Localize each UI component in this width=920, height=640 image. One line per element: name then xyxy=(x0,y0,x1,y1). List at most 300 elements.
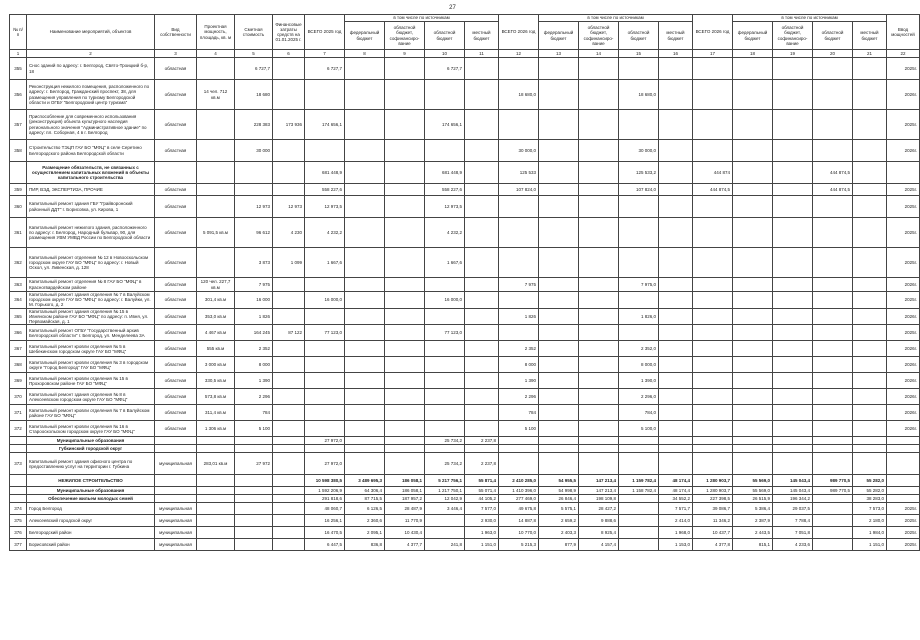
table-cell: 27 972,0 xyxy=(305,453,345,475)
table-cell xyxy=(579,248,619,278)
column-number: 6 xyxy=(273,50,305,58)
table-cell xyxy=(693,58,733,80)
table-cell xyxy=(305,278,345,292)
table-cell xyxy=(197,162,235,184)
table-cell: 11 770,9 xyxy=(385,515,425,527)
table-cell xyxy=(235,495,273,503)
table-cell xyxy=(773,110,813,140)
table-cell xyxy=(235,539,273,551)
section-row xyxy=(10,475,920,487)
table-cell xyxy=(853,292,887,309)
table-cell xyxy=(465,308,499,325)
table-cell: 363 xyxy=(10,278,27,292)
table-cell xyxy=(235,527,273,539)
table-cell xyxy=(579,437,619,445)
table-row xyxy=(10,308,920,325)
table-cell: 1 667,6 xyxy=(305,248,345,278)
table-cell xyxy=(385,389,425,405)
table-cell xyxy=(499,325,539,341)
table-cell: 374 xyxy=(10,503,27,515)
table-cell xyxy=(425,308,465,325)
table-cell xyxy=(579,162,619,184)
header-capacity: Проектная мощность, площадь, кв. м xyxy=(197,15,235,50)
table-cell xyxy=(853,453,887,475)
table-cell xyxy=(465,357,499,373)
table-cell xyxy=(853,184,887,196)
table-cell xyxy=(197,196,235,218)
table-cell: 558 227,6 xyxy=(425,184,465,196)
table-cell xyxy=(345,292,385,309)
table-cell: 1 280 903,7 xyxy=(693,475,733,487)
table-cell xyxy=(425,357,465,373)
table-cell: 2025г. xyxy=(887,539,920,551)
table-cell: 7 577,0 xyxy=(465,503,499,515)
column-number: 2 xyxy=(27,50,155,58)
table-cell xyxy=(853,140,887,162)
table-cell: 311,4 кв.м xyxy=(197,405,235,421)
table-cell xyxy=(235,184,273,196)
table-cell xyxy=(273,495,305,503)
table-cell: 48 174,4 xyxy=(659,475,693,487)
table-cell: 2025г. xyxy=(887,292,920,309)
table-cell xyxy=(345,308,385,325)
table-cell xyxy=(539,405,579,421)
table-cell xyxy=(155,162,197,184)
table-cell: 196 344,2 xyxy=(773,495,813,503)
table-cell xyxy=(579,421,619,437)
table-cell xyxy=(733,405,773,421)
table-cell: 125 533,2 xyxy=(619,162,659,184)
table-cell xyxy=(345,325,385,341)
table-cell: 1 410 396,0 xyxy=(499,487,539,495)
table-cell xyxy=(619,58,659,80)
table-cell: 3 489 695,3 xyxy=(345,475,385,487)
table-cell: 5 100 xyxy=(499,421,539,437)
table-cell xyxy=(385,453,425,475)
table-cell xyxy=(385,341,425,357)
table-cell xyxy=(465,389,499,405)
table-cell xyxy=(305,421,345,437)
table-cell xyxy=(733,58,773,80)
table-cell xyxy=(345,357,385,373)
table-cell xyxy=(773,162,813,184)
table-cell xyxy=(305,80,345,110)
table-cell: 8 000 xyxy=(499,357,539,373)
table-cell xyxy=(813,539,853,551)
table-cell: 29 037,5 xyxy=(773,503,813,515)
table-cell: 8 000 xyxy=(235,357,273,373)
table-cell xyxy=(853,196,887,218)
table-cell xyxy=(465,196,499,218)
table-cell: 174 656,1 xyxy=(305,110,345,140)
section-row xyxy=(10,162,920,184)
table-cell: 2026г. xyxy=(887,308,920,325)
table-cell xyxy=(693,445,733,453)
column-number: 16 xyxy=(659,50,693,58)
column-number: 1 xyxy=(10,50,27,58)
table-cell xyxy=(465,373,499,389)
table-cell xyxy=(465,445,499,453)
table-cell xyxy=(499,453,539,475)
page-number: 27 xyxy=(449,5,456,11)
table-cell: 2 930,0 xyxy=(465,515,499,527)
table-cell xyxy=(693,140,733,162)
table-cell: областная xyxy=(155,218,197,248)
table-cell: областная xyxy=(155,140,197,162)
table-cell xyxy=(853,80,887,110)
table-cell: 1 151,0 xyxy=(465,539,499,551)
table-cell xyxy=(853,278,887,292)
table-cell xyxy=(773,248,813,278)
table-cell xyxy=(659,162,693,184)
table-cell xyxy=(465,341,499,357)
table-cell xyxy=(539,453,579,475)
column-number: 9 xyxy=(385,50,425,58)
table-cell: 9 888,6 xyxy=(579,515,619,527)
table-cell: областная xyxy=(155,58,197,80)
table-cell xyxy=(619,527,659,539)
table-cell: 14 чел. 712 кв.м xyxy=(197,80,235,110)
table-cell: 1 826 xyxy=(499,308,539,325)
table-cell xyxy=(425,445,465,453)
table-cell: 26 515,9 xyxy=(733,495,773,503)
column-number: 20 xyxy=(813,50,853,58)
table-cell: 27 972,0 xyxy=(305,437,345,445)
table-cell: 2026г. xyxy=(887,389,920,405)
table-cell xyxy=(305,445,345,453)
header-cofin-2026: областной бюджет, софинансиро- вание xyxy=(579,22,619,50)
table-cell: 1 826 xyxy=(235,308,273,325)
table-cell: 1 390 xyxy=(499,373,539,389)
table-cell: 784,0 xyxy=(619,405,659,421)
table-cell: областная xyxy=(155,184,197,196)
table-cell xyxy=(579,278,619,292)
table-cell xyxy=(813,278,853,292)
table-cell xyxy=(273,539,305,551)
table-cell: областная xyxy=(155,196,197,218)
header-name: Наименование мероприятий, объектов xyxy=(27,15,155,50)
table-cell: 375 xyxy=(10,515,27,527)
table-cell xyxy=(273,278,305,292)
header-total-2025: ВСЕГО 2025 год xyxy=(305,15,345,50)
table-cell xyxy=(465,162,499,184)
table-cell xyxy=(385,218,425,248)
table-cell xyxy=(197,495,235,503)
table-cell: 1 153,0 xyxy=(659,539,693,551)
table-cell: 16 256,1 xyxy=(305,515,345,527)
table-cell: 55 282,0 xyxy=(853,487,887,495)
table-cell: Строительство ТЭЦП ГАУ БО "МФЦ" в селе Серетино Белгородского района Белгородской области xyxy=(27,140,155,162)
table-cell xyxy=(10,475,27,487)
table-cell: Белгородский район xyxy=(27,527,155,539)
table-cell: Капитальный ремонт отделения № 8 ГАУ БО "МФЦ" в Красногвардейском районе xyxy=(27,278,155,292)
table-cell: 2025г. xyxy=(887,196,920,218)
table-cell: муниципальная xyxy=(155,503,197,515)
table-cell xyxy=(273,437,305,445)
table-cell: 55 569,0 xyxy=(733,475,773,487)
table-cell xyxy=(579,218,619,248)
table-cell xyxy=(345,278,385,292)
table-row xyxy=(10,58,920,80)
table-cell xyxy=(887,453,920,475)
table-cell: 444 874 xyxy=(693,162,733,184)
table-cell xyxy=(425,341,465,357)
table-cell: 2 296 xyxy=(235,389,273,405)
table-cell xyxy=(235,475,273,487)
table-cell: 18 680 xyxy=(235,80,273,110)
table-cell xyxy=(813,110,853,140)
table-cell xyxy=(345,405,385,421)
table-cell xyxy=(425,140,465,162)
table-row xyxy=(10,515,920,527)
table-row xyxy=(10,341,920,357)
table-cell: 10 598 380,5 xyxy=(305,475,345,487)
table-cell: 301,4 кв.м xyxy=(197,292,235,309)
table-cell: 7 051,8 xyxy=(773,527,813,539)
table-cell xyxy=(197,248,235,278)
table-cell: 48 060,7 xyxy=(305,503,345,515)
table-cell: НЕЖИЛОЕ СТРОИТЕЛЬСТВО xyxy=(27,475,155,487)
table-cell: 2025г. xyxy=(887,110,920,140)
table-cell: 784 xyxy=(499,405,539,421)
section-row xyxy=(10,445,920,453)
table-cell xyxy=(733,196,773,218)
table-cell xyxy=(773,389,813,405)
table-cell: Капитальный ремонт кровли отделения № 15 в Прохоровском районе ГАУ БО "МФЦ" xyxy=(27,373,155,389)
table-cell xyxy=(773,437,813,445)
table-cell xyxy=(853,445,887,453)
table-cell xyxy=(197,110,235,140)
table-cell: 39 086,7 xyxy=(693,503,733,515)
header-local-2026: местный бюджет xyxy=(659,22,693,50)
header-group-2025: в том числе по источникам xyxy=(345,15,499,22)
table-cell: 555 кв.м xyxy=(197,341,235,357)
table-cell xyxy=(155,437,197,445)
table-cell: 12 973 xyxy=(273,196,305,218)
table-cell xyxy=(773,405,813,421)
table-cell xyxy=(539,292,579,309)
table-cell: 836,8 xyxy=(345,539,385,551)
table-cell: Капитальный ремонт кровли отделения № 5 в Шебекинском городском округе ГАУ БО "МФЦ" xyxy=(27,341,155,357)
table-cell xyxy=(345,58,385,80)
table-cell: 87 715,5 xyxy=(345,495,385,503)
table-cell: 277 469,0 xyxy=(499,495,539,503)
table-cell xyxy=(733,421,773,437)
table-cell: 368 xyxy=(10,357,27,373)
table-cell xyxy=(305,405,345,421)
table-cell: 120 чел. 227,7 кв.м xyxy=(197,278,235,292)
table-cell xyxy=(773,421,813,437)
table-cell: 2025г. xyxy=(887,503,920,515)
table-cell xyxy=(10,445,27,453)
table-cell: 55 071,4 xyxy=(465,487,499,495)
table-cell: 784 xyxy=(235,405,273,421)
table-cell: 364 xyxy=(10,292,27,309)
table-row xyxy=(10,527,920,539)
table-cell: 371 xyxy=(10,405,27,421)
header-group-2026: в том числе по источникам xyxy=(539,15,693,22)
table-cell xyxy=(385,110,425,140)
table-cell xyxy=(465,248,499,278)
table-cell xyxy=(813,495,853,503)
table-cell xyxy=(773,278,813,292)
table-cell: 1 667,6 xyxy=(425,248,465,278)
table-cell xyxy=(853,110,887,140)
table-cell: 3 446,4 xyxy=(425,503,465,515)
table-cell xyxy=(385,445,425,453)
table-cell: областная xyxy=(155,110,197,140)
table-cell xyxy=(853,58,887,80)
table-cell: 145 043,4 xyxy=(773,487,813,495)
table-cell xyxy=(345,248,385,278)
table-cell xyxy=(659,373,693,389)
table-cell: 1 099 xyxy=(273,248,305,278)
table-row xyxy=(10,184,920,196)
table-cell xyxy=(853,248,887,278)
table-cell xyxy=(579,453,619,475)
table-cell xyxy=(345,80,385,110)
table-cell xyxy=(853,357,887,373)
table-row xyxy=(10,357,920,373)
table-cell xyxy=(273,445,305,453)
table-cell xyxy=(693,110,733,140)
table-cell xyxy=(693,196,733,218)
table-cell: 989 770,5 xyxy=(813,487,853,495)
table-cell: 2026г. xyxy=(887,421,920,437)
table-cell xyxy=(693,341,733,357)
column-number: 21 xyxy=(853,50,887,58)
table-cell xyxy=(539,341,579,357)
table-cell xyxy=(813,405,853,421)
table-cell: 2026г. xyxy=(887,341,920,357)
table-cell xyxy=(693,292,733,309)
table-cell xyxy=(305,373,345,389)
table-cell xyxy=(425,405,465,421)
table-cell xyxy=(539,140,579,162)
table-cell xyxy=(385,162,425,184)
table-cell: 373 xyxy=(10,453,27,475)
table-cell xyxy=(10,162,27,184)
table-cell xyxy=(235,487,273,495)
table-cell xyxy=(773,341,813,357)
table-cell xyxy=(10,487,27,495)
table-cell xyxy=(273,453,305,475)
table-cell xyxy=(813,308,853,325)
table-cell: 16 470,5 xyxy=(305,527,345,539)
table-cell: 1 158 782,4 xyxy=(619,487,659,495)
table-cell: 2 237,8 xyxy=(465,453,499,475)
table-cell xyxy=(773,445,813,453)
table-cell xyxy=(813,325,853,341)
header-regional-2026: областной бюджет xyxy=(619,22,659,50)
table-cell xyxy=(887,487,920,495)
table-cell xyxy=(539,248,579,278)
table-cell xyxy=(733,162,773,184)
column-number: 12 xyxy=(499,50,539,58)
table-cell xyxy=(853,341,887,357)
table-cell xyxy=(619,503,659,515)
table-cell xyxy=(465,292,499,309)
table-cell: 28 427,2 xyxy=(579,503,619,515)
table-cell xyxy=(693,389,733,405)
header-ownership: Вид собственности xyxy=(155,15,197,50)
table-cell: 291 818,6 xyxy=(305,495,345,503)
table-cell: областная xyxy=(155,248,197,278)
table-cell xyxy=(773,140,813,162)
table-cell: 87 122 xyxy=(273,325,305,341)
table-cell: 283,01 кв.м xyxy=(197,453,235,475)
table-cell: 1 963,0 xyxy=(465,527,499,539)
table-cell: ПИР, ВЭД, ЭКСПЕРТИЗА, ПРОЧИЕ xyxy=(27,184,155,196)
table-cell: 3 000 кв.м xyxy=(197,357,235,373)
table-row xyxy=(10,196,920,218)
table-cell: 30 000 xyxy=(235,140,273,162)
table-cell xyxy=(693,373,733,389)
table-row xyxy=(10,405,920,421)
table-cell xyxy=(539,196,579,218)
table-cell: 16 000,0 xyxy=(425,292,465,309)
table-cell: Капитальный ремонт здания отделения № 8 в Алексеевском городском округе ГАУ БО "МФЦ" xyxy=(27,389,155,405)
section-row xyxy=(10,437,920,445)
table-cell xyxy=(273,475,305,487)
table-cell: Капитальный ремонт отделения № 12 в Новооскольском городском округе ГАУ БО "МФЦ" по адресу: г. Новый Оскол, ул. Ливенская, д. 128 xyxy=(27,248,155,278)
table-cell: муниципальная xyxy=(155,527,197,539)
table-cell: 1 159 782,4 xyxy=(619,475,659,487)
table-cell xyxy=(345,389,385,405)
table-cell: 2 443,5 xyxy=(733,527,773,539)
table-cell: 2026г. xyxy=(887,140,920,162)
table-cell: Капитальный ремонт здания ГБУ "Грайворонский районный ДДТ" г. Борисовка, ул. Кирова, 1 xyxy=(27,196,155,218)
table-cell: 2 352 xyxy=(499,341,539,357)
header-federal-2025: федеральный бюджет xyxy=(345,22,385,50)
table-cell xyxy=(733,218,773,248)
table-cell xyxy=(693,218,733,248)
table-cell: 186 058,1 xyxy=(385,487,425,495)
column-number: 4 xyxy=(197,50,235,58)
table-cell xyxy=(733,453,773,475)
table-cell xyxy=(385,308,425,325)
table-cell xyxy=(385,196,425,218)
table-cell: 54 998,9 xyxy=(539,487,579,495)
table-cell: 12 973 xyxy=(235,196,273,218)
table-row xyxy=(10,503,920,515)
table-cell xyxy=(385,184,425,196)
table-cell xyxy=(733,445,773,453)
table-cell xyxy=(887,437,920,445)
table-cell xyxy=(813,373,853,389)
table-cell xyxy=(465,140,499,162)
header-group-2027: в том числе по источникам xyxy=(733,15,887,22)
table-cell: 2025г. xyxy=(887,515,920,527)
table-cell xyxy=(197,527,235,539)
table-cell: 14 887,8 xyxy=(499,515,539,527)
header-total-2026: ВСЕГО 2026 год xyxy=(499,15,539,50)
table-cell: 2025г. xyxy=(887,248,920,278)
table-cell: областная xyxy=(155,308,197,325)
table-cell xyxy=(539,162,579,184)
table-cell xyxy=(425,389,465,405)
table-row xyxy=(10,218,920,248)
table-cell xyxy=(579,184,619,196)
table-row xyxy=(10,248,920,278)
table-cell: 187 957,2 xyxy=(385,495,425,503)
table-cell: 5 217 756,1 xyxy=(425,475,465,487)
table-cell: 125 533 xyxy=(499,162,539,184)
table-cell: 107 824,0 xyxy=(619,184,659,196)
table-cell xyxy=(539,437,579,445)
table-cell xyxy=(813,292,853,309)
table-cell xyxy=(659,80,693,110)
